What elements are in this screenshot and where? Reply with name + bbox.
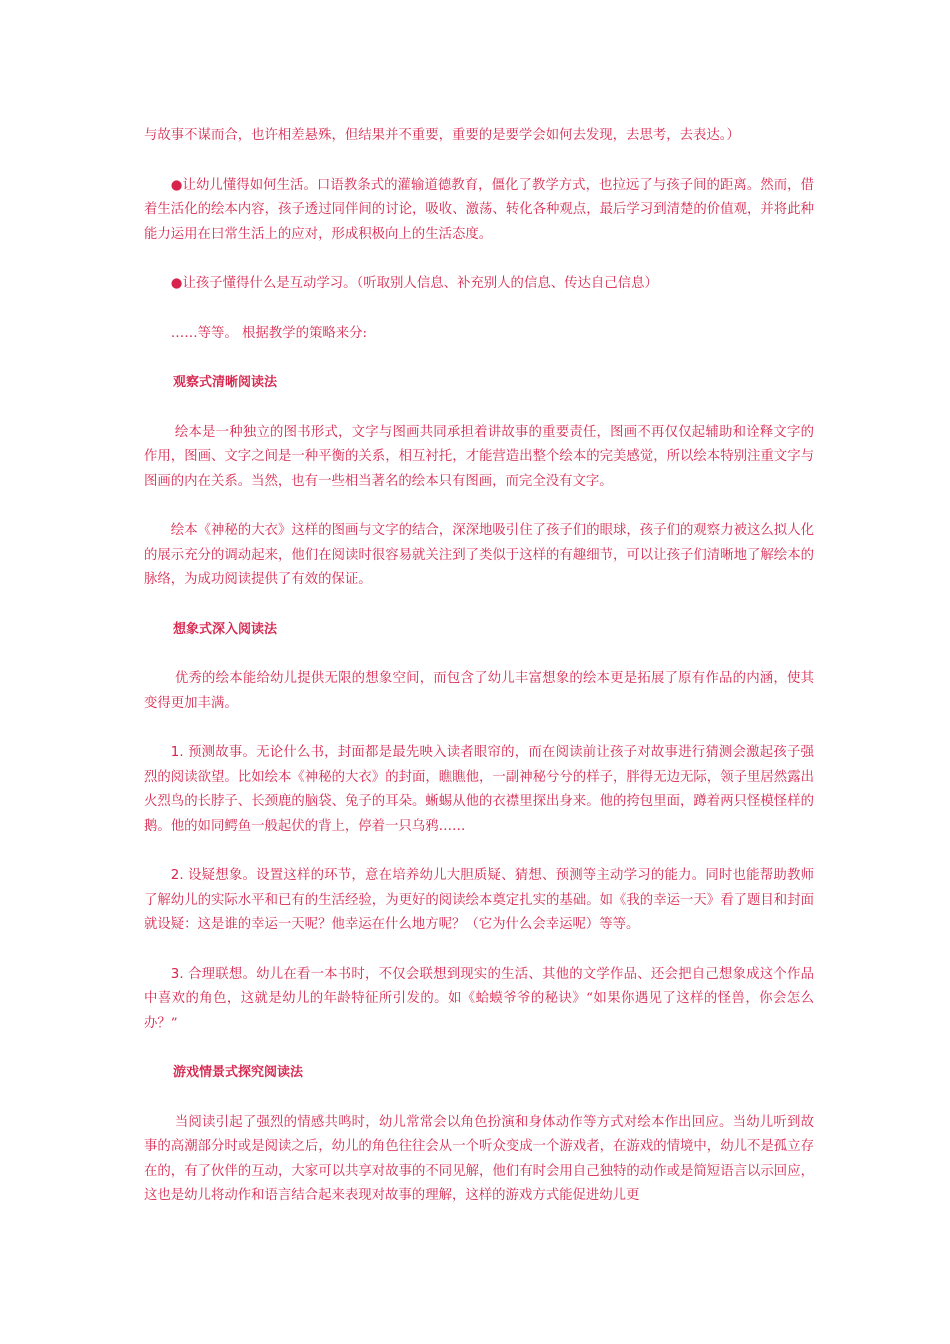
numbered-paragraph-predict	[144, 741, 814, 839]
paragraph-picture-book-definition: 绘本是一种独立的图书形式，文字与图画共同承担着讲故事的重要责任，图画不再仅仅起辅助和诠释文字的作用，图画、文字之间是一种平衡的关系，相互衬托，才能营造出整个绘本的完美感觉，所以绘本特别注重文字与图画的内在关系。当然，也有一些相当著名的绘本只有图画，而完全没有文字。	[144, 424, 814, 489]
bullet-icon: ●	[170, 276, 183, 291]
item-text: 设疑想象。设置这样的环节，意在培养幼儿大胆质疑、猜想、预测等主动学习的能力。同时也能帮助教师了解幼儿的实际水平和已有的生活经验，为更好的阅读绘本奠定扎实的基础。如《我的幸运一天》看了题目和封面就设疑：这是谁的幸运一天呢？他幸运在什么地方呢？（它为什么会幸运呢）等等。	[144, 868, 814, 932]
paragraph-imagination-space: 优秀的绘本能给幼儿提供无限的想象空间，而包含了幼儿丰富想象的绘本更是拓展了原有作品的内涵，使其变得更加丰满。	[144, 671, 814, 711]
item-number: 2.	[170, 868, 184, 883]
item-text: 预测故事。无论什么书，封面都是最先映入读者眼帘的，而在阅读前让孩子对故事进行猜测会激起孩子强烈的阅读欲望。比如绘本《神秘的大衣》的封面，瞧瞧他，一副神秘兮兮的样子，胖得无边无际，领子里居然露出火烈鸟的长脖子、长颈鹿的脑袋、兔子的耳朵。蜥蜴从他的衣襟里探出身来。他的挎包里面，蹲着两只怪模怪样的鹅。他的如同鳄鱼一般起伏的背上，停着一只乌鸦……	[144, 745, 814, 834]
bullet-icon: ●	[170, 177, 183, 193]
section-heading-observation: 观察式清晰阅读法	[173, 375, 278, 390]
numbered-paragraph-associate	[144, 963, 814, 1037]
bullet-paragraph-life	[144, 174, 814, 248]
bullet-text: 让幼儿懂得如何生活。口语教条式的灌输道德教育，僵化了教学方式，也拉远了与孩子间的距离。然而，借着生活化的绘本内容，孩子透过同伴间的讨论，吸收、激荡、转化各种观点，最后学习到清楚的价值观，并将此种能力运用在曰常生活上的应对，形成积极向上的生活态度。	[144, 177, 814, 242]
paragraph-continuation: 与故事不谋而合，也许相差悬殊，但结果并不重要，重要的是要学会如何去发现，去思考，去表达。）	[144, 128, 740, 143]
numbered-paragraph-question	[144, 864, 814, 938]
bullet-paragraph-interactive	[144, 272, 814, 297]
section-heading-game-scenario: 游戏情景式探究阅读法	[173, 1065, 304, 1080]
section-heading-imagination: 想象式深入阅读法	[173, 621, 278, 637]
bullet-text: 让孩子懂得什么是互动学习。（听取别人信息、补充别人的信息、传达自己信息）	[182, 276, 658, 291]
paragraph-game-response: 当阅读引起了强烈的情感共鸣时，幼儿常常会以角色扮演和身体动作等方式对绘本作出回应。当幼儿听到故事的高潮部分时或是阅读之后，幼儿的角色往往会从一个听众变成一个游戏者，在游戏的情境中，幼儿不是孤立存在的，有了伙伴的互动，大家可以共享对故事的不同见解，他们有时会用自己独特的动作或是简短语言以示回应，这也是幼儿将动作和语言结合起来表现对故事的理解，这样的游戏方式能促进幼儿更	[144, 1114, 814, 1203]
paragraph-mysterious-coat: 绘本《神秘的大衣》这样的图画与文字的结合，深深地吸引住了孩子们的眼球，孩子们的观察力被这么拟人化的展示充分的调动起来，他们在阅读时很容易就关注到了类似于这样的有趣细节，可以让孩子们清晰地了解绘本的脉络，为成功阅读提供了有效的保证。	[144, 523, 814, 587]
item-number: 1.	[170, 745, 184, 760]
item-text: 合理联想。幼儿在看一本书时，不仅会联想到现实的生活、其他的文学作品、还会把自己想象成这个作品中喜欢的角色，这就是幼儿的年龄特征所引发的。如《蛤蟆爷爷的秘诀》“如果你遇见了这样的怪兽，你会怎么办？”	[144, 966, 814, 1031]
document-page	[144, 124, 814, 1209]
item-number: 3.	[170, 966, 184, 982]
paragraph-strategy-intro: ……等等。 根据教学的策略来分:	[170, 325, 368, 341]
